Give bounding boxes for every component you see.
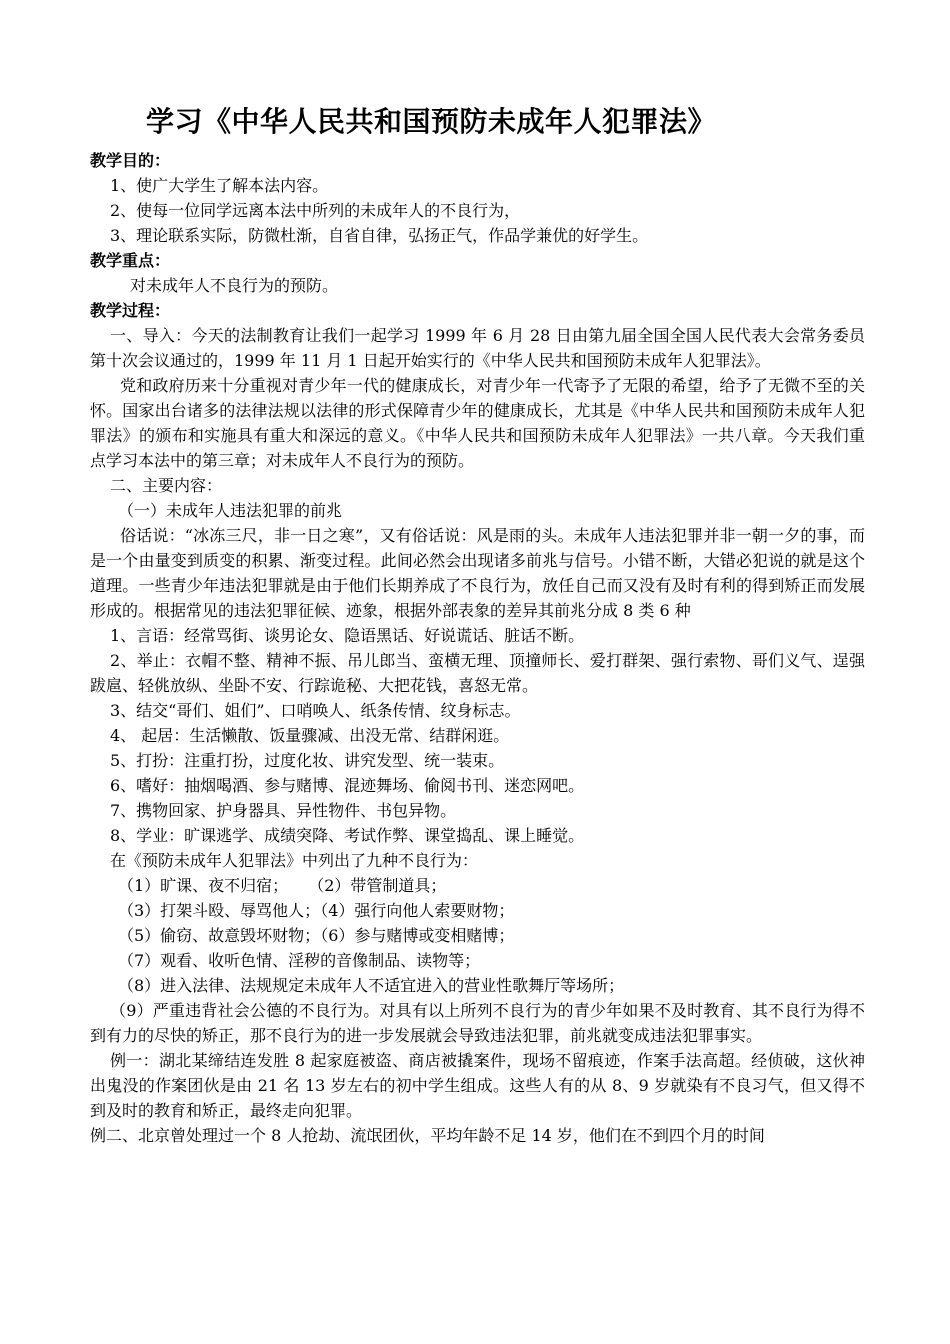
bad-behavior-5: （5）偷窃、故意毁坏财物； xyxy=(118,926,321,945)
sign-item-2: 2、举止：衣帽不整、精神不振、吊儿郎当、蛮横无理、顶撞师长、爱打群架、强行索物、哥们义气、逞强跋扈、轻佻放纵、坐卧不安、行踪诡秘、大把花钱，喜怒无常。 xyxy=(90,651,865,695)
proverb-paragraph: 俗话说：“冰冻三尺，非一日之寒”，又有俗话说：风是雨的头。未成年人违法犯罪并非一朝一夕的事，而是一个由量变到质变的积累、渐变过程。此间必然会出现诸多前兆与信号。小错不断，大错必犯说的就是这个道理。一些青少年违法犯罪就是由于他们长期养成了不良行为，放任自己而又没有及时有利的得到矫正而发展形成的。根据常见的违法犯罪征候、迹象，根据外部表象的差异其前兆分成 8 类 6 种 xyxy=(90,526,865,620)
bad-behavior-6: （6）参与赌博或变相赌博； xyxy=(320,926,515,945)
sign-item-5: 5、打扮：注重打扮，过度化妆、讲究发型、统一装束。 xyxy=(110,751,505,770)
bad-behavior-row-1 xyxy=(90,873,865,898)
bad-behavior-row-5 xyxy=(90,973,865,998)
bad-behavior-4: （4）强行向他人索要财物； xyxy=(320,901,515,920)
objective-heading: 教学目的： xyxy=(90,151,171,170)
main-content-heading: 二、主要内容： xyxy=(110,476,223,495)
sign-item-7: 7、携物回家、护身器具、异性物件、书包异物。 xyxy=(110,801,457,820)
sign-item-4: 4、 起居：生活懒散、饭量骤减、出没无常、结群闲逛。 xyxy=(110,726,510,745)
objective-item-2: 2、使每一位同学远离本法中所列的未成年人的不良行为， xyxy=(110,201,521,220)
sign-item-1: 1、言语：经常骂街、谈男论女、隐语黑话、好说谎话、脏话不断。 xyxy=(110,626,585,645)
objective-item-3: 3、理论联系实际，防微杜渐，自省自律，弘扬正气，作品学兼优的好学生。 xyxy=(110,226,649,245)
bad-behavior-3: （3）打架斗殴、辱骂他人； xyxy=(118,901,321,920)
party-paragraph: 党和政府历来十分重视对青少年一代的健康成长，对青少年一代寄予了无限的希望，给予了无微不至的关怀。国家出台诸多的法律法规以法律的形式保障青少年的健康成长，尤其是《中华人民共和国预防未成年人犯罪法》的颁布和实施具有重大和深远的意义。《中华人民共和国预防未成年人犯罪法》一共八章。今天我们重点学习本法中的第三章；对未成年人不良行为的预防。 xyxy=(90,376,865,470)
bad-behavior-row-3 xyxy=(90,923,865,948)
focus-heading: 教学重点： xyxy=(90,251,171,270)
law-intro: 在《预防未成年人犯罪法》中列出了九种不良行为： xyxy=(110,851,479,870)
intro-paragraph: 一、导入：今天的法制教育让我们一起学习 1999 年 6 月 28 日由第九届全国全国人民代表大会常务委员第十次会议通过的，1999 年 11 月 1 日起开始实行的《中华人民共和国预防未成年人犯罪法》。 xyxy=(90,326,865,370)
sign-item-8: 8、学业：旷课逃学、成绩突降、考试作弊、课堂捣乱、课上睡觉。 xyxy=(110,826,585,845)
sign-item-3: 3、结交“哥们、姐们”、口哨唤人、纸条传情、纹身标志。 xyxy=(110,701,521,720)
focus-text: 对未成年人不良行为的预防。 xyxy=(130,276,339,295)
bad-behavior-1: （1）旷课、夜不归宿； xyxy=(118,876,289,895)
bad-behavior-2: （2）带管制道具； xyxy=(308,876,447,895)
document-title: 学习《中华人民共和国预防未成年人犯罪法》 xyxy=(146,105,717,138)
example-1: 例一：湖北某缔结连发胜 8 起家庭被盗、商店被撬案件，现场不留痕迹，作案手法高超。经侦破，这伙神出鬼没的作案团伙是由 21 名 13 岁左右的初中学生组成。这些人有的从 8、9 岁就染有不良习气，但又得不到及时的教育和矫正，最终走向犯罪。 xyxy=(90,1051,865,1120)
sign-item-6: 6、嗜好：抽烟喝酒、参与赌博、混迹舞场、偷阅书刊、迷恋网吧。 xyxy=(110,776,585,795)
process-heading: 教学过程： xyxy=(90,301,171,320)
bad-behavior-7: （7）观看、收听色情、淫秽的音像制品、读物等； xyxy=(118,951,481,970)
example-2: 例二、北京曾处理过一个 8 人抢劫、流氓团伙，平均年龄不足 14 岁，他们在不到四个月的时间 xyxy=(90,1126,765,1145)
objective-item-1: 1、使广大学生了解本法内容。 xyxy=(110,176,329,195)
bad-behavior-row-4 xyxy=(90,948,865,973)
bad-behavior-row-2 xyxy=(90,898,865,923)
sub-heading-precursors: （一）未成年人违法犯罪的前兆 xyxy=(118,501,343,520)
bad-behavior-9: （9）严重违背社会公德的不良行为。对具有以上所列不良行为的青少年如果不及时教育、其不良行为得不到有力的尽快的矫正，那不良行为的进一步发展就会导致违法犯罪，前兆就变成违法犯罪事实。 xyxy=(90,1001,865,1045)
document-page xyxy=(90,96,865,1148)
bad-behavior-8: （8）进入法律、法规规定未成年人不适宜进入的营业性歌舞厅等场所； xyxy=(118,976,625,995)
